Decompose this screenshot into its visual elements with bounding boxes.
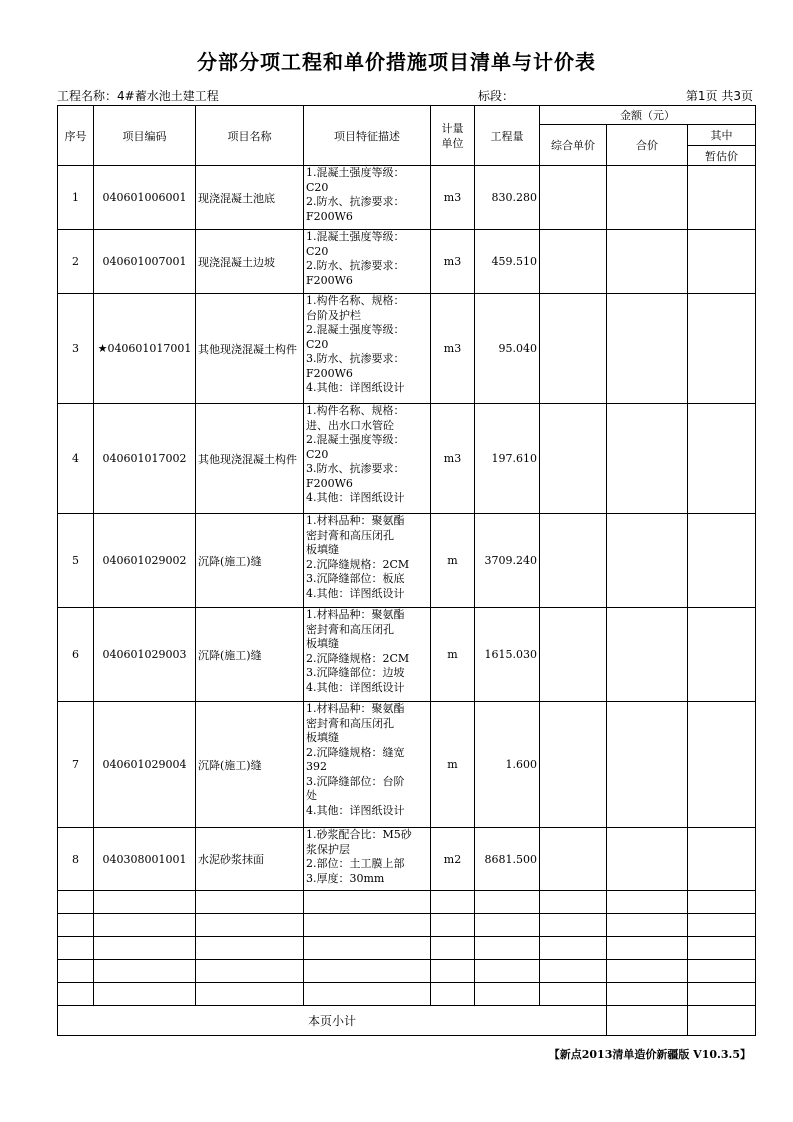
row-provisional xyxy=(688,166,756,230)
subtotal-label: 本页小计 xyxy=(58,1006,607,1036)
row-code: 040601006001 xyxy=(94,166,196,230)
row-qty: 830.280 xyxy=(475,166,540,230)
row-desc: 1.构件名称、规格： 台阶及护栏 2.混凝土强度等级： C20 3.防水、抗渗要求： F200W6 4.其他：详图纸设计 xyxy=(304,294,431,404)
subtotal-row xyxy=(58,1006,756,1036)
bill-table xyxy=(57,105,756,1036)
row-desc: 1.材料品种：聚氨酯 密封膏和高压闭孔 板填缝 2.沉降缝规格：2CM 3.沉降缝部位：板底 4.其他：详图纸设计 xyxy=(304,514,431,608)
row-unit: m3 xyxy=(431,230,475,294)
table-row xyxy=(58,230,756,294)
row-provisional xyxy=(688,404,756,514)
row-desc: 1.材料品种：聚氨酯 密封膏和高压闭孔 板填缝 2.沉降缝规格：缝宽 392 3.沉降缝部位：台阶 处 4.其他：详图纸设计 xyxy=(304,702,431,828)
empty-cell xyxy=(304,983,431,1006)
row-code: 040601029004 xyxy=(94,702,196,828)
row-name: 现浇混凝土池底 xyxy=(196,166,304,230)
empty-cell xyxy=(607,937,688,960)
empty-cell xyxy=(94,891,196,914)
row-qty: 1615.030 xyxy=(475,608,540,702)
empty-row xyxy=(58,937,756,960)
row-code: 040308001001 xyxy=(94,828,196,891)
row-desc: 1.混凝土强度等级： C20 2.防水、抗渗要求： F200W6 xyxy=(304,230,431,294)
row-unit: m xyxy=(431,608,475,702)
header-seq: 序号 xyxy=(58,106,94,166)
row-unit: m3 xyxy=(431,294,475,404)
row-unit-price xyxy=(540,828,607,891)
row-unit-price xyxy=(540,702,607,828)
row-qty: 197.610 xyxy=(475,404,540,514)
row-desc: 1.砂浆配合比：M5砂 浆保护层 2.部位：土工膜上部 3.厚度：30mm xyxy=(304,828,431,891)
row-total xyxy=(607,608,688,702)
row-qty: 8681.500 xyxy=(475,828,540,891)
software-footer: 【新点2013清单造价新疆版 V10.3.5】 xyxy=(548,1048,751,1061)
empty-cell xyxy=(475,914,540,937)
header-unit-price: 综合单价 xyxy=(540,125,607,166)
row-provisional xyxy=(688,514,756,608)
header-name: 项目名称 xyxy=(196,106,304,166)
row-unit: m xyxy=(431,514,475,608)
page-number: 第1页 共3页 xyxy=(685,89,753,103)
empty-cell xyxy=(607,983,688,1006)
empty-cell xyxy=(431,937,475,960)
empty-cell xyxy=(475,960,540,983)
row-total xyxy=(607,404,688,514)
header-qty: 工程量 xyxy=(475,106,540,166)
empty-cell xyxy=(196,960,304,983)
empty-cell xyxy=(94,983,196,1006)
page-title: 分部分项工程和单价措施项目清单与计价表 xyxy=(197,50,596,74)
row-name: 水泥砂浆抹面 xyxy=(196,828,304,891)
empty-cell xyxy=(431,891,475,914)
row-seq: 4 xyxy=(58,404,94,514)
header-total: 合价 xyxy=(607,125,688,166)
empty-cell xyxy=(94,914,196,937)
table-row xyxy=(58,166,756,230)
empty-cell xyxy=(58,937,94,960)
row-seq: 5 xyxy=(58,514,94,608)
row-name: 沉降(施工)缝 xyxy=(196,514,304,608)
row-unit: m xyxy=(431,702,475,828)
row-code: 040601017002 xyxy=(94,404,196,514)
empty-row xyxy=(58,960,756,983)
row-code: 040601007001 xyxy=(94,230,196,294)
empty-cell xyxy=(58,914,94,937)
table-row xyxy=(58,294,756,404)
row-total xyxy=(607,294,688,404)
empty-cell xyxy=(540,983,607,1006)
empty-cell xyxy=(94,960,196,983)
row-total xyxy=(607,166,688,230)
row-unit-price xyxy=(540,608,607,702)
row-name: 沉降(施工)缝 xyxy=(196,608,304,702)
row-provisional xyxy=(688,702,756,828)
empty-cell xyxy=(58,891,94,914)
empty-cell xyxy=(304,960,431,983)
empty-cell xyxy=(475,983,540,1006)
row-name: 其他现浇混凝土构件 xyxy=(196,404,304,514)
empty-cell xyxy=(475,937,540,960)
empty-cell xyxy=(688,891,756,914)
row-provisional xyxy=(688,294,756,404)
row-seq: 3 xyxy=(58,294,94,404)
table-row xyxy=(58,828,756,891)
row-qty: 95.040 xyxy=(475,294,540,404)
row-total xyxy=(607,828,688,891)
row-qty: 1.600 xyxy=(475,702,540,828)
row-unit-price xyxy=(540,514,607,608)
row-qty: 459.510 xyxy=(475,230,540,294)
row-desc: 1.构件名称、规格： 进、出水口水管砼 2.混凝土强度等级： C20 3.防水、抗渗要求： F200W6 4.其他：详图纸设计 xyxy=(304,404,431,514)
empty-cell xyxy=(607,914,688,937)
row-code: ★040601017001 xyxy=(94,294,196,404)
empty-cell xyxy=(540,914,607,937)
row-desc: 1.材料品种：聚氨酯 密封膏和高压闭孔 板填缝 2.沉降缝规格：2CM 3.沉降缝部位：边坡 4.其他：详图纸设计 xyxy=(304,608,431,702)
empty-cell xyxy=(688,960,756,983)
empty-cell xyxy=(688,937,756,960)
header-amount: 金额（元） xyxy=(540,106,756,125)
empty-cell xyxy=(540,960,607,983)
row-provisional xyxy=(688,230,756,294)
row-unit: m3 xyxy=(431,166,475,230)
header-of-which: 其中 xyxy=(688,125,756,146)
row-total xyxy=(607,514,688,608)
empty-row xyxy=(58,891,756,914)
table-row xyxy=(58,514,756,608)
empty-cell xyxy=(304,914,431,937)
table-row xyxy=(58,404,756,514)
subtotal-cell xyxy=(688,1006,756,1036)
row-unit-price xyxy=(540,404,607,514)
subtotal-cell xyxy=(607,1006,688,1036)
row-seq: 7 xyxy=(58,702,94,828)
row-seq: 6 xyxy=(58,608,94,702)
row-provisional xyxy=(688,608,756,702)
empty-row xyxy=(58,914,756,937)
row-seq: 2 xyxy=(58,230,94,294)
row-total xyxy=(607,702,688,828)
empty-cell xyxy=(431,960,475,983)
project-name: 工程名称：4#蓄水池土建工程 xyxy=(57,89,219,103)
row-qty: 3709.240 xyxy=(475,514,540,608)
header-unit: 计量 单位 xyxy=(431,106,475,166)
section-label: 标段： xyxy=(478,89,515,103)
empty-cell xyxy=(196,891,304,914)
row-unit: m3 xyxy=(431,404,475,514)
empty-cell xyxy=(58,983,94,1006)
empty-cell xyxy=(94,937,196,960)
row-unit-price xyxy=(540,166,607,230)
row-provisional xyxy=(688,828,756,891)
empty-cell xyxy=(607,960,688,983)
empty-cell xyxy=(304,937,431,960)
empty-cell xyxy=(540,891,607,914)
empty-cell xyxy=(475,891,540,914)
empty-cell xyxy=(304,891,431,914)
empty-cell xyxy=(688,983,756,1006)
row-desc: 1.混凝土强度等级： C20 2.防水、抗渗要求： F200W6 xyxy=(304,166,431,230)
table-row xyxy=(58,608,756,702)
empty-row xyxy=(58,983,756,1006)
empty-cell xyxy=(540,937,607,960)
row-unit-price xyxy=(540,294,607,404)
row-total xyxy=(607,230,688,294)
header-provisional: 暂估价 xyxy=(688,146,756,166)
empty-cell xyxy=(196,983,304,1006)
empty-cell xyxy=(58,960,94,983)
row-seq: 8 xyxy=(58,828,94,891)
row-code: 040601029003 xyxy=(94,608,196,702)
empty-cell xyxy=(607,891,688,914)
table-row xyxy=(58,702,756,828)
row-unit: m2 xyxy=(431,828,475,891)
row-seq: 1 xyxy=(58,166,94,230)
row-name: 沉降(施工)缝 xyxy=(196,702,304,828)
row-name: 其他现浇混凝土构件 xyxy=(196,294,304,404)
empty-cell xyxy=(196,914,304,937)
row-name: 现浇混凝土边坡 xyxy=(196,230,304,294)
empty-cell xyxy=(196,937,304,960)
empty-cell xyxy=(688,914,756,937)
header-desc: 项目特征描述 xyxy=(304,106,431,166)
header-code: 项目编码 xyxy=(94,106,196,166)
row-code: 040601029002 xyxy=(94,514,196,608)
empty-cell xyxy=(431,914,475,937)
row-unit-price xyxy=(540,230,607,294)
empty-cell xyxy=(431,983,475,1006)
